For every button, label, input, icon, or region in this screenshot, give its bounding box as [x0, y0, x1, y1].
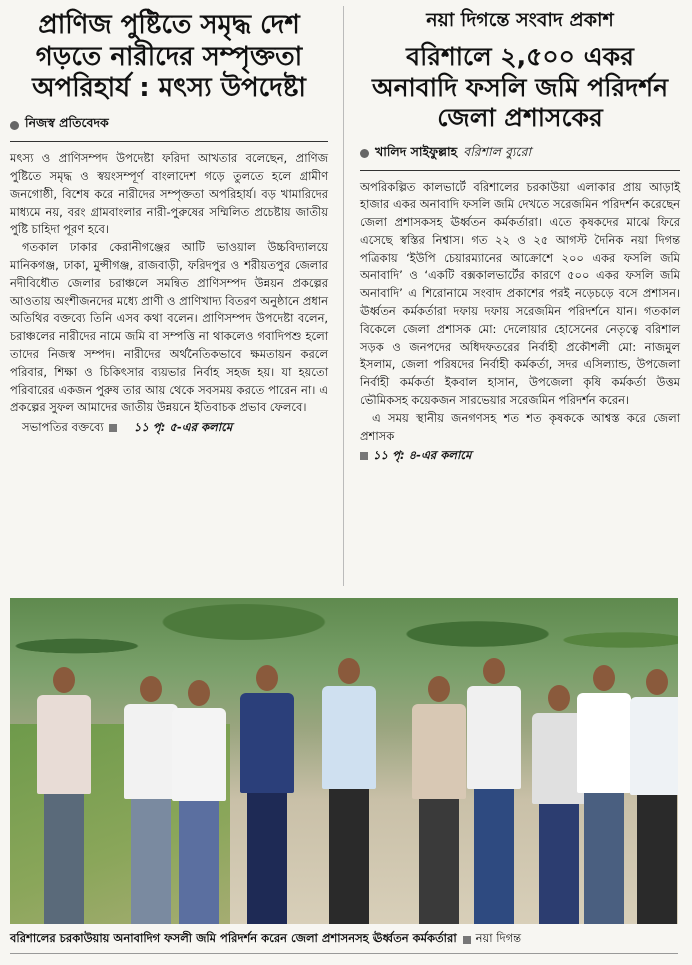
- person-legs: [247, 793, 287, 924]
- person-legs: [584, 793, 624, 924]
- square-bullet-icon: [109, 424, 117, 432]
- divider: [360, 170, 680, 171]
- person-legs: [474, 789, 514, 924]
- person-figure: [465, 658, 523, 924]
- bullet-icon: [360, 149, 369, 158]
- right-byline-name: খালিদ সাইফুল্লাহ: [375, 143, 458, 159]
- right-continuation-jump[interactable]: ১১ পৃ: ৪-এর কলামে: [373, 448, 472, 463]
- right-kicker: নয়া দিগন্তে সংবাদ প্রকাশ: [426, 9, 614, 31]
- person-legs: [329, 789, 369, 924]
- person-head: [188, 680, 210, 706]
- photo-credit: [463, 930, 521, 949]
- left-article: [10, 0, 328, 437]
- bullet-icon: [10, 121, 19, 130]
- person-torso: [37, 695, 91, 794]
- right-continuation: [360, 447, 680, 465]
- person-head: [646, 669, 668, 695]
- person-head: [338, 658, 360, 684]
- person-figure: [170, 680, 228, 924]
- left-headline: প্রাণিজ পুষ্টিতে সমৃদ্ধ দেশ গড়তে নারীদের সম্পৃক্ততা অপরিহার্য : মৎস্য উপদেষ্টা: [32, 10, 306, 104]
- square-bullet-icon: [463, 936, 471, 944]
- photo-caption-text: বরিশালের চরকাউয়ায় অনাবাদিগ ফসলী জমি পরিদর্শন করেন জেলা প্রশাসনসহ ঊর্ধ্বতন কর্মকর্তারা: [10, 931, 457, 945]
- left-paragraph-2: গতকাল ঢাকার কেরানীগঞ্জের আটি ভাওয়াল উচ্চবিদ্যালয়ে মানিকগঞ্জ, ঢাকা, মুন্সীগঞ্জ, রাজবাড়ী, ফরিদপুর ও শরীয়তপুর জেলার নদীবিধৌত জেলার চরাঞ্চলে সমন্বিত প্রাণিসম্পদ উন্নয়ন প্রকল্পের আওতায় অংশীজনদের মধ্যে প্রাণী ও প্রাণিখাদ্য বিতরণ অনুষ্ঠানে প্রধান অতিথির বক্তব্যে তিনি এসব কথা বলেন। প্রাণিসম্পদ উপদেষ্টা বলেন, চরাঞ্চলের নারীদের নামে জমি বা সম্পত্তি না থাকলেও গবাদিপশু হলো তাদের নিজস্ব সম্পদ। নারীদের অর্থনৈতিকভাবে ক্ষমতায়ন করলে পরিবার, শিক্ষা ও চিকিৎসার ব্যয়ভার নির্বাহ সহজ হয়। যা হয়তো পরিবারের একজন পুরুষ তার আয় থেকে সবসময় করতে পারেন না। এ প্রকল্পের সুফল আমাদের জাতীয় উন্নয়নে ইতিবাচক প্রভাব ফেলবে।: [10, 240, 328, 415]
- left-continuation: [10, 419, 328, 437]
- person-figure: [410, 676, 468, 924]
- person-head: [53, 667, 75, 693]
- right-article: [360, 0, 680, 465]
- right-closing-line: এ সময় স্থানীয় জনগণসহ শত শত কৃষককে আশ্বস্ত করে জেলা প্রশাসক: [360, 410, 680, 443]
- right-byline-bureau: বরিশাল ব্যুরো: [463, 143, 532, 159]
- person-torso: [467, 686, 521, 789]
- right-paragraph-1: অপরিকল্পিত কালভার্টে বরিশালের চরকাউয়া এলাকার প্রায় আড়াই হাজার একর অনাবাদি ফসলি জমি দেখতে সরেজমিন পরিদর্শন করেছেন জেলা প্রশাসকসহ ঊর্ধ্বতন কর্মকর্তারা। এতে কৃষকদের মাঝে ফিরে এসেছে স্বস্তির নিশ্বাস। গত ২২ ও ২৫ আগস্ট দৈনিক নয়া দিগন্ত পত্রিকায় ‘ইউপি চেয়ারম্যানের আক্রোশে ২০০ একর ফসলি জমি অনাবাদি’ ও ‘একটি বক্সকালভার্টের কারণে ৫০০ একর ফসলি জমি অনাবাদি’ এ শিরোনামে সংবাদ প্রকাশের পরই নড়েচড়ে বসে প্রশাসন। ঊর্ধ্বতন কর্মকর্তারা দফায় দফায় সরেজমিন পরিদর্শনে যান। গতকাল বিকেলে জেলা প্রশাসক মো: দেলোয়ার হোসেনের নেতৃত্বে বরিশাল সড়ক ও জনপদের অধিদফতরের নির্বাহী প্রকৌশলী মো: নাজমুল ইসলাম, জেলা পরিষদের নির্বাহী কর্মকর্তা, সদর এসিল্যান্ড, উপজেলা নির্বাহী কর্মকর্তা ইকবাল হাসান, উপজেলা কৃষি কর্মকর্তা উত্তম ভৌমিকসহ কয়েকজন সারভেয়ার সরেজমিন পরিদর্শন করেন।: [360, 179, 680, 408]
- person-figure: [575, 665, 633, 924]
- person-legs: [419, 799, 459, 924]
- left-byline: [10, 115, 328, 135]
- photo-credit-text: নয়া দিগন্ত: [475, 931, 522, 945]
- person-torso: [630, 697, 678, 795]
- person-torso: [322, 686, 376, 789]
- person-figure: [628, 669, 678, 924]
- person-head: [140, 676, 162, 702]
- person-torso: [577, 693, 631, 793]
- right-body: [360, 179, 680, 446]
- person-torso: [240, 693, 294, 793]
- photo-caption: [10, 930, 678, 954]
- person-torso: [412, 704, 466, 799]
- right-headline: বরিশালে ২,৫০০ একর অনাবাদি ফসলি জমি পরিদর্শন জেলা প্রশাসকের: [371, 42, 669, 132]
- person-legs: [539, 804, 579, 924]
- person-legs: [179, 801, 219, 924]
- person-figure: [238, 665, 296, 924]
- column-divider: [343, 6, 344, 586]
- person-legs: [637, 795, 677, 924]
- left-paragraph-1: মৎস্য ও প্রাণিসম্পদ উপদেষ্টা ফরিদা আখতার বলেছেন, প্রাণিজ পুষ্টিতে সমৃদ্ধ ও স্বয়ংসম্পূর্ণ বাংলাদেশ গড়ে তুলতে হলে গ্রামীণ জনগোষ্ঠী, বিশেষ করে নারীদের সম্পৃক্ততা অপরিহার্য। বড় খামারিদের মাধ্যমে নয়, বরং গ্রামবাংলার নারী-পুরুষের সম্মিলিত প্রচেষ্টায় জাতীয় পুষ্টি চাহিদা পূরণ হবে।: [10, 151, 328, 237]
- person-head: [483, 658, 505, 684]
- left-continuation-text: সভাপতির বক্তব্যে: [22, 420, 104, 435]
- person-head: [593, 665, 615, 691]
- left-continuation-jump[interactable]: ১১ পৃ: ৫-এর কলামে: [133, 420, 233, 435]
- person-head: [428, 676, 450, 702]
- person-head: [256, 665, 278, 691]
- person-head: [548, 685, 570, 711]
- news-photo: [10, 598, 678, 924]
- right-byline: [360, 144, 680, 164]
- left-body: [10, 150, 328, 417]
- divider: [10, 141, 328, 142]
- person-legs: [44, 794, 84, 924]
- person-figure: [320, 658, 378, 924]
- person-figure: [35, 667, 93, 924]
- person-torso: [172, 708, 226, 801]
- person-legs: [131, 799, 171, 924]
- square-bullet-icon: [360, 452, 368, 460]
- left-byline-name: নিজস্ব প্রতিবেদক: [25, 115, 109, 131]
